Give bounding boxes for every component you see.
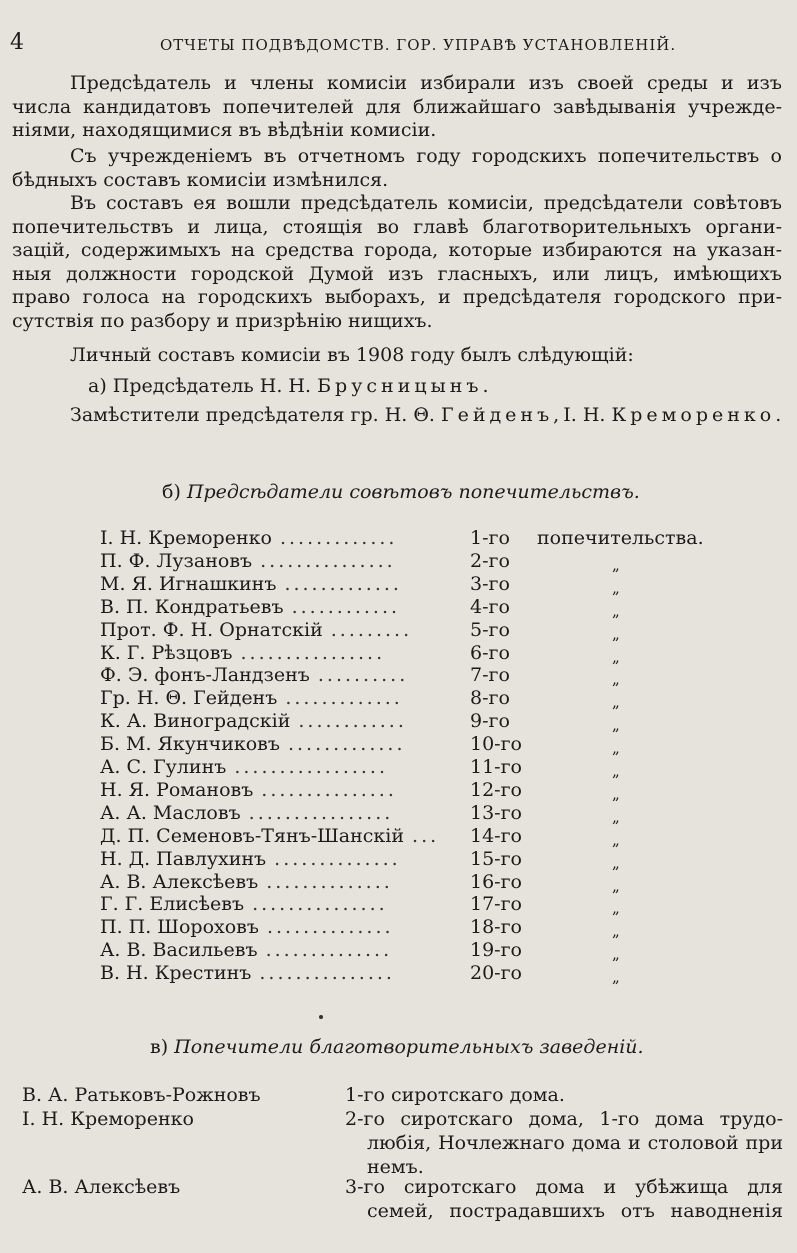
paragraph-line: ныя должности городской Думой изъ гласныхъ, или лицъ, имѣющихъ bbox=[12, 262, 782, 285]
council-number: 3-го bbox=[470, 572, 510, 595]
trustee-institution-line: любiя, Ночлежнаго дома и столовой при bbox=[367, 1132, 783, 1154]
council-number: 5-го bbox=[470, 618, 510, 641]
council-row bbox=[0, 871, 797, 895]
running-title: ОТЧЕТЫ ПОДВѢДОМСТВ. ГОР. УПРАВѢ УСТАНОВЛЕНIЙ. bbox=[160, 36, 677, 54]
dot-leader: ............. bbox=[287, 733, 406, 756]
trustee-institution-line: семей, пострадавшихъ отъ наводненiя bbox=[367, 1200, 783, 1222]
ditto-mark: „ bbox=[612, 624, 620, 643]
ditto-mark: „ bbox=[612, 647, 620, 666]
council-number: 7-го bbox=[470, 664, 510, 687]
council-chair-name: К. А. Виноградскiй bbox=[100, 710, 291, 733]
page-header bbox=[0, 30, 797, 60]
council-desc: попечительства. bbox=[537, 527, 704, 549]
ditto-mark: „ bbox=[612, 739, 620, 758]
ditto-mark: „ bbox=[612, 853, 620, 872]
council-chair-name: В. П. Кондратьевъ bbox=[100, 595, 284, 618]
paragraph-line: нiями, находящимися въ вѣдѣнiи комисiи. bbox=[12, 119, 437, 141]
ditto-mark: „ bbox=[612, 968, 620, 987]
council-number: 9-го bbox=[470, 710, 510, 733]
council-chair-name: А. В. Алексѣевъ bbox=[100, 870, 259, 893]
ditto-mark: „ bbox=[612, 578, 620, 597]
deputies-mid: I. Н. bbox=[563, 404, 606, 426]
council-number: 6-го bbox=[470, 641, 510, 664]
council-chair-name: Прот. Ф. Н. Орнатскiй bbox=[100, 618, 323, 641]
council-row bbox=[0, 779, 797, 803]
paragraph-line: Въ составъ ея вошли предсѣдатель комисiи, предсѣдатели совѣтовъ bbox=[70, 192, 782, 214]
section-c-heading: Попечители благотворительныхъ заведенiй. bbox=[174, 1036, 644, 1058]
dot-leader: ................. bbox=[234, 756, 389, 778]
council-row bbox=[0, 962, 797, 986]
paragraph-3 bbox=[12, 192, 782, 333]
ditto-mark: „ bbox=[612, 922, 620, 941]
council-row bbox=[0, 527, 797, 551]
ditto-mark: „ bbox=[612, 555, 620, 574]
dot-leader: .............. bbox=[266, 916, 394, 939]
council-chair-name: А. В. Васильевъ bbox=[100, 939, 258, 962]
trustee-institution-line: немъ. bbox=[367, 1156, 424, 1178]
ditto-mark: „ bbox=[612, 601, 620, 620]
trustee-institutions bbox=[345, 1175, 783, 1223]
section-c-label: в) bbox=[150, 1036, 169, 1058]
council-number: 12-го bbox=[470, 778, 522, 801]
ditto-mark: „ bbox=[612, 784, 620, 803]
council-row bbox=[0, 550, 797, 574]
council-chair-name: К. Г. Рѣзцовъ bbox=[100, 641, 233, 664]
council-row bbox=[0, 893, 797, 917]
paragraph-line: числа кандидатовъ попечителей для ближайшаго завѣдыванiя учрежде- bbox=[12, 95, 782, 118]
dot-leader: ............ bbox=[291, 595, 401, 618]
deputies-prefix: Замѣстители предсѣдателя гр. Н. Θ. bbox=[70, 404, 435, 426]
paragraph-line: попечительствъ и лица, стоящiя во главѣ благотворительныхъ органи- bbox=[12, 215, 782, 238]
council-number: 19-го bbox=[470, 939, 522, 962]
section-c-title bbox=[150, 1036, 644, 1058]
council-chair-name: Н. Д. Павлухинъ bbox=[100, 847, 267, 870]
council-row bbox=[0, 619, 797, 643]
council-number: 16-го bbox=[470, 870, 522, 893]
council-number: 13-го bbox=[470, 801, 522, 824]
ditto-mark: „ bbox=[612, 876, 620, 895]
chairman-name: Брусницынъ. bbox=[317, 375, 493, 397]
dot-leader: ............... bbox=[261, 778, 397, 801]
chairman-prefix: а) Предсѣдатель Н. Н. bbox=[88, 375, 312, 397]
council-chair-name: В. Н. Крестинъ bbox=[100, 962, 252, 985]
dot-leader: ............. bbox=[285, 687, 403, 710]
ditto-mark: „ bbox=[612, 807, 620, 826]
council-number: 17-го bbox=[470, 893, 522, 916]
council-row bbox=[0, 642, 797, 666]
deputies-line bbox=[70, 404, 785, 426]
council-chair-name: П. Ф. Лузановъ bbox=[100, 549, 253, 572]
trustee-name: А. В. Алексѣевъ bbox=[22, 1176, 181, 1198]
council-number: 8-го bbox=[470, 687, 510, 710]
ditto-mark: „ bbox=[612, 716, 620, 735]
deputy-name-2: Креморенко. bbox=[611, 404, 786, 426]
dot-leader: .............. bbox=[266, 870, 393, 893]
ditto-mark: „ bbox=[612, 830, 620, 849]
ditto-mark: „ bbox=[612, 762, 620, 780]
council-number: 11-го bbox=[470, 756, 522, 778]
council-chair-name: А. А. Масловъ bbox=[100, 801, 241, 824]
paragraph-line: Съ учрежденiемъ въ отчетномъ году городскихъ попечительствъ о bbox=[70, 145, 782, 167]
council-chair-name: Н. Я. Романовъ bbox=[100, 778, 254, 801]
council-row bbox=[0, 733, 797, 757]
paragraph-4: Личный составъ комисiи въ 1908 году былъ слѣдующiй: bbox=[70, 344, 634, 366]
paragraph-2 bbox=[12, 145, 782, 192]
ditto-mark: „ bbox=[612, 693, 620, 712]
paragraph-line: Предсѣдатель и члены комисiи избирали изъ своей среды и изъ bbox=[70, 72, 782, 94]
council-number: 18-го bbox=[470, 916, 522, 939]
dot-leader: ............ bbox=[298, 710, 407, 733]
council-row bbox=[0, 596, 797, 620]
dot-leader: ... bbox=[412, 824, 440, 847]
council-row bbox=[0, 802, 797, 826]
council-row bbox=[0, 825, 797, 849]
council-number: 14-го bbox=[470, 824, 522, 847]
ditto-mark: „ bbox=[612, 945, 620, 964]
council-row bbox=[0, 756, 797, 780]
council-chair-name: Д. П. Семеновъ-Тянъ-Шанскiй bbox=[100, 824, 405, 847]
trustee-institution-line: 3-го сиротскаго дома и убѣжища для bbox=[345, 1176, 783, 1198]
council-chair-name: Гр. Н. Θ. Гейденъ bbox=[100, 687, 278, 710]
dot-leader: .......... bbox=[317, 664, 409, 687]
trustee-institutions bbox=[345, 1107, 783, 1179]
council-chair-name: П. П. Шороховъ bbox=[100, 916, 259, 939]
dot-leader: ............... bbox=[252, 893, 388, 916]
trustee-institution-line: 1-го сиротскаго дома. bbox=[345, 1084, 565, 1106]
section-b-title bbox=[162, 481, 640, 503]
ditto-mark: „ bbox=[612, 670, 620, 689]
dot-leader: ......... bbox=[330, 618, 413, 641]
trustee-institution-line: 2-го сиротскаго дома, 1-го дома трудо- bbox=[345, 1108, 783, 1130]
chairman-line bbox=[88, 375, 493, 397]
council-number: 15-го bbox=[470, 847, 522, 870]
council-number: 10-го bbox=[470, 733, 522, 756]
paragraph-line: зацiй, содержимыхъ на средства города, которые избираются на указан- bbox=[12, 239, 782, 261]
trustee-name: I. Н. Креморенко bbox=[22, 1108, 194, 1130]
council-row bbox=[0, 848, 797, 872]
paragraph-line: бѣдныхъ составъ комисiи измѣнился. bbox=[12, 168, 389, 191]
council-row bbox=[0, 573, 797, 597]
trustee-name: В. А. Ратьковъ-Рожновъ bbox=[22, 1084, 261, 1106]
council-number: 2-го bbox=[470, 549, 510, 572]
council-number: 1-го bbox=[470, 527, 510, 549]
council-chair-name: Б. М. Якунчиковъ bbox=[100, 733, 280, 756]
council-chair-name: Г. Г. Елисѣевъ bbox=[100, 893, 245, 916]
paragraph-1 bbox=[12, 72, 782, 143]
council-chair-name: М. Я. Игнашкинъ bbox=[100, 572, 277, 595]
council-chair-name: А. С. Гулинъ bbox=[100, 756, 227, 778]
paragraph-line: право голоса на городскихъ выборахъ, и предсѣдателя городского при- bbox=[12, 286, 782, 308]
print-speck bbox=[319, 1015, 323, 1019]
council-number: 4-го bbox=[470, 595, 510, 618]
section-b-label: б) bbox=[162, 481, 181, 503]
council-chair-name: I. Н. Креморенко bbox=[100, 527, 272, 549]
dot-leader: ................ bbox=[248, 801, 394, 824]
page-number: 4 bbox=[10, 30, 24, 55]
council-row bbox=[0, 710, 797, 734]
trustee-institutions bbox=[345, 1083, 783, 1107]
ditto-mark: „ bbox=[612, 899, 620, 918]
dot-leader: .............. bbox=[265, 939, 393, 962]
deputy-name-1: Гейденъ, bbox=[441, 404, 564, 426]
council-row bbox=[0, 687, 797, 711]
council-number: 20-го bbox=[470, 962, 522, 985]
council-row bbox=[0, 916, 797, 940]
council-row bbox=[0, 939, 797, 963]
council-chair-name: Ф. Э. фонъ-Ландзенъ bbox=[100, 664, 310, 687]
dot-leader: ................ bbox=[240, 641, 386, 664]
dot-leader: .............. bbox=[274, 847, 401, 870]
dot-leader: ............. bbox=[284, 572, 402, 595]
section-b-heading: Предсѣдатели совѣтовъ попечительствъ. bbox=[186, 481, 640, 503]
council-row bbox=[0, 664, 797, 688]
dot-leader: ............... bbox=[260, 549, 396, 572]
paragraph-line: сутствiя по разбору и призрѣнiю нищихъ. bbox=[12, 309, 433, 332]
dot-leader: ............... bbox=[259, 962, 395, 985]
dot-leader: ............. bbox=[279, 527, 398, 549]
